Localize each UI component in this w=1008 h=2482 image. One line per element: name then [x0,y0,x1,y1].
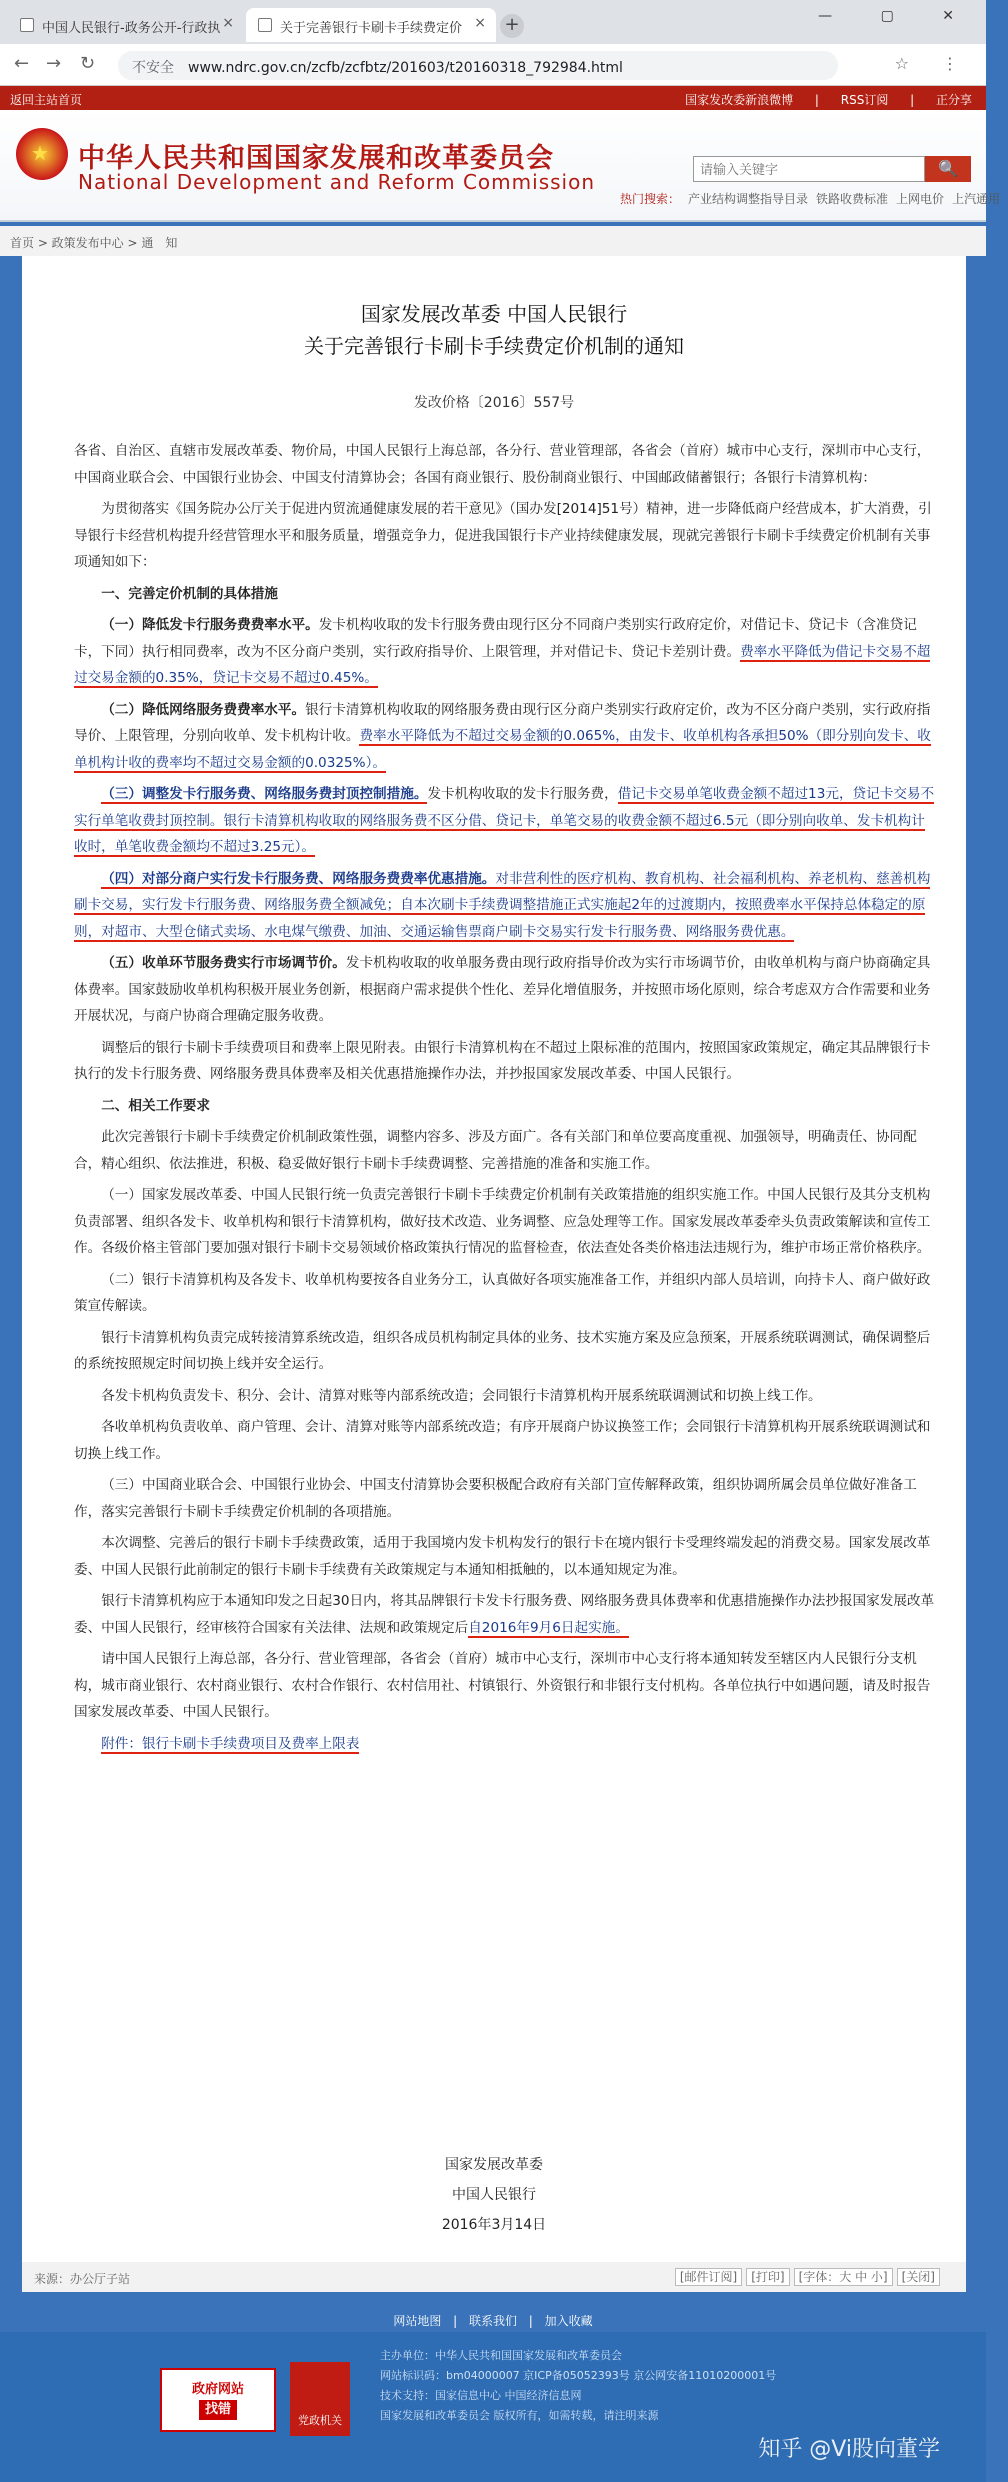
font-size-control[interactable]: [字体：大 中 小] [794,2268,893,2286]
site-title-cn: 中华人民共和国国家发展和改革委员会 [78,143,554,174]
paragraph: 各省、自治区、直辖市发展改革委、物价局，中国人民银行上海总部，各分行、营业管理部，各省会（首府）城市中心支行，深圳市中心支行，中国商业联合会、中国银行业协会、中国支付清算协会；各国有商业银行、股份制商业银行、中国邮政储蓄银行；各银行卡清算机构： [74,443,931,486]
source-bar [22,2262,966,2292]
email-subscribe-button[interactable]: [邮件订阅] [675,2268,742,2286]
site-header [0,110,1001,222]
watermark: 知乎 @Vi股向董学 [758,2437,940,2462]
paragraph: 调整后的银行卡刷卡手续费项目和费率上限见附表。由银行卡清算机构在不超过上限标准的范围内，按照国家政策规定，确定其品牌银行卡执行的发卡行服务费、网络服务费具体费率及相关优惠措施操作办法，并抄报国家发展改革委、中国人民银行。 [74,1039,931,1082]
paragraph: （三）调整发卡行服务费、网络服务费封顶控制措施。发卡机构收取的发卡行服务费，借记卡交易单笔收费金额不超过13元，贷记卡交易不实行单笔收费封顶控制。银行卡清算机构收取的网络服务费不区分借、贷记卡，单笔交易的收费金额不超过6.5元（即分别向收单、发卡机构计收时，单笔收费金额均不超过3.25元）。 [74,786,935,855]
attachment-link[interactable]: 附件：银行卡刷卡手续费项目及费率上限表 [101,1735,360,1752]
paragraph: 为贯彻落实《国务院办公厅关于促进内贸流通健康发展的若干意见》（国办发[2014]51号）精神，进一步降低商户经营成本，扩大消费，引导银行卡经营机构提升经营管理水平和服务质量，增强竞争力，促进我国银行卡产业持续健康发展，现就完善银行卡刷卡手续费定价机制有关事项通知如下： [74,501,932,570]
paragraph: 此次完善银行卡刷卡手续费定价机制政策性强，调整内容多、涉及方面广。各有关部门和单位要高度重视、加强领导，明确责任、协同配合，精心组织、依法推进，积极、稳妥做好银行卡刷卡手续费调整、完善措施的准备和实施工作。 [74,1129,917,1172]
highlight: 对非营利性的医疗机构、教育机构、社会福利机构、养老机构、慈善机构刷卡交易，实行发卡行服务费、网络服务费全额减免； [74,870,931,913]
reload-icon[interactable]: ↻ [80,53,96,74]
paragraph: （五）收单环节服务费实行市场调节价。发卡机构收取的收单服务费由现行政府指导价改为实行市场调节价，由收单机构与商户协商确定具体费率。国家鼓励收单机构积极开展业务创新，根据商户需求提供个性化、差异化增值服务，并按照市场化原则，综合考虑双方合作需要和业务开展状况，与商户协商合理确定服务收费。 [74,955,931,1024]
new-tab-button[interactable]: + [500,14,524,38]
paragraph: （三）中国商业联合会、中国银行业协会、中国支付清算协会要积极配合政府有关部门宣传解释政策，组织协调所属会员单位做好准备工作，落实完善银行卡刷卡手续费定价机制的各项措施。 [74,1477,917,1520]
paragraph: （二）银行卡清算机构及各发卡、收单机构要按各自业务分工，认真做好各项实施准备工作，并组织内部人员培训，向持卡人、商户做好政策宣传解读。 [74,1271,931,1314]
close-icon[interactable]: × [222,15,234,31]
highlight: 银行卡清算机构收取的网络服务费不区分借、贷记卡，单笔交易的收费金额不超过6.5元（即分别向收单、发卡机构计收时，单笔收费金额均不超过3.25元）。 [74,812,925,855]
gov-site-error-badge[interactable]: 政府网站 找错 [160,2368,276,2432]
highlight: 自本次刷卡手续费调整措施正式实施起2年的过渡期内，按照费率水平保持总体稳定的原则，对超市、大型仓储式卖场、水电煤气缴费、加油、交通运输售票商户刷卡交易实行发卡行服务费、网络服务费优惠。 [74,897,926,940]
browser-tab-2[interactable]: 关于完善银行卡刷卡手续费定价 × [246,8,496,42]
paragraph: 请中国人民银行上海总部，各分行、营业管理部，各省会（首府）城市中心支行，深圳市中心支行将本通知转发至辖区内人民银行分支机构，城市商业银行、农村商业银行、农村合作银行、农村信用社、村镇银行、外资银行和非银行支付机构。各单位执行中如遇问题，请及时报告国家发展改革委、中国人民银行。 [74,1651,931,1720]
close-icon[interactable]: × [474,15,486,31]
hot-searches: 热门搜索： 产业结构调整指导目录 铁路收费标准 上网电价 上汽通用 [620,192,1001,206]
source-label: 来源：办公厅子站 [34,2272,131,2286]
toolbar-icons[interactable]: ☆ ⋮ [894,54,972,73]
highlight: 费率水平降低为不超过交易金额的0.065%，由发卡、收单机构各承担50%（即分别向发卡、收单机构计收的费率均不超过交易金额的0.0325%）。 [74,728,931,771]
page-icon [20,18,34,32]
search-button[interactable]: 🔍 [925,156,971,182]
breadcrumb[interactable]: 首页 > 政策发布中心 > 通 知 [0,226,986,256]
forward-icon[interactable]: → [46,53,62,74]
paragraph: 各发卡机构负责发卡、积分、会计、清算对账等内部系统改造；会同银行卡清算机构开展系统联调测试和切换上线工作。 [101,1387,822,1404]
hot-link[interactable]: 产业结构调整指导目录 [688,192,809,206]
paragraph: 本次调整、完善后的银行卡刷卡手续费政策，适用于我国境内发卡机构发行的银行卡在境内银行卡受理终端发起的消费交易。国家发展改革委、中国人民银行此前制定的银行卡刷卡手续费有关政策规定与本通知相抵触的，以本通知规定为准。 [74,1535,931,1578]
url-text: www.ndrc.gov.cn/zcfb/zcfbtz/201603/t20160318_792984.html [188,60,623,76]
page-icon [258,18,272,32]
highlight: 费率水平降低为借记卡交易不超过交易金额的0.35%，贷记卡交易不超过0.45%。 [74,643,931,686]
security-label: 不安全 [132,60,174,76]
browser-toolbar [0,44,986,86]
section-heading: 一、完善定价机制的具体措施 [101,585,278,602]
party-gov-badge[interactable]: 党政机关 [290,2362,350,2436]
hot-link[interactable]: 上网电价 [896,192,945,206]
paragraph: （二）降低网络服务费费率水平。银行卡清算机构收取的网络服务费由现行区分商户类别实行政府定价，改为不区分商户类别，实行政府指导价、上限管理，分别向收单、发卡机构计收。费率水平降低为不超过交易金额的0.065%，由发卡、收单机构各承担50%（即分别向发卡、收单机构计收的费率均不超过交易金额的0.0325%）。 [74,701,931,771]
section-heading: 二、相关工作要求 [101,1097,210,1114]
paragraph: （四）对部分商户实行发卡行服务费、网络服务费费率优惠措施。对非营利性的医疗机构、教育机构、社会福利机构、养老机构、慈善机构刷卡交易，实行发卡行服务费、网络服务费全额减免；自本次刷卡手续费调整措施正式实施起2年的过渡期内，按照费率水平保持总体稳定的原则，对超市、大型仓储式卖场、水电煤气缴费、加油、交通运输售票商户刷卡交易实行发卡行服务费、网络服务费优惠。 [74,870,931,940]
document-number: 发改价格〔2016〕557号 [413,395,575,411]
footer-nav[interactable]: 网站地图 | 联系我们 | 加入收藏 [393,2314,593,2328]
hot-link[interactable]: 上汽通用 [952,192,1001,206]
address-bar[interactable] [118,51,838,80]
paragraph: （一）国家发展改革委、中国人民银行统一负责完善银行卡刷卡手续费定价机制有关政策措施的组织实施工作。中国人民银行及其分支机构负责部署、组织各发卡、收单机构和银行卡清算机构，做好技术改造、业务调整、应急处理等工作。国家发展改革委牵头负责政策解读和宣传工作。各级价格主管部门要加强对银行卡刷卡交易领域价格政策执行情况的监督检查，依法查处各类价格违法违规行为，维护市场正常价格秩序。 [74,1187,931,1256]
document [22,256,966,2262]
highlight: 自2016年9月6日起实施。 [468,1619,629,1636]
page-title: 国家发展改革委 中国人民银行 关于完善银行卡刷卡手续费定价机制的通知 [304,302,684,358]
footer [0,2332,986,2482]
highlight: 借记卡交易单笔收费金额不超过13元，贷记卡交易不实行单笔收费封顶控制。 [74,786,935,829]
signature-block: 国家发展改革委 中国人民银行 2016年3月14日 [441,2157,547,2233]
site-topbar [0,86,986,110]
page-tools [671,2268,940,2285]
search-input[interactable] [693,156,925,182]
paragraph: 银行卡清算机构应于本通知印发之日起30日内，将其品牌银行卡发卡行服务费、网络服务费具体费率和优惠措施操作办法抄报国家发展改革委、中国人民银行，经审核符合国家有关法律、法规和政策规定后自2016年9月6日起实施。 [74,1593,935,1636]
document-body [74,438,936,1762]
window-controls[interactable]: — ▢ ✕ [818,8,976,24]
topbar-links[interactable]: 国家发改委新浪微博 | RSS订阅 | 正分享 [685,93,972,107]
browser-tab-1[interactable]: 中国人民银行-政务公开-行政执 × [8,8,244,42]
home-link[interactable]: 返回主站首页 [10,93,83,107]
back-icon[interactable]: ← [14,53,30,74]
print-button[interactable]: [打印] [746,2268,789,2286]
paragraph: （一）降低发卡行服务费费率水平。发卡机构收取的发卡行服务费由现行区分不同商户类别实行政府定价，对借记卡、贷记卡（含准贷记卡，下同）执行相同费率，改为不区分商户类别，实行政府指导价、上限管理，并对借记卡、贷记卡差别计费。费率水平降低为借记卡交易不超过交易金额的0.35%，贷记卡交易不超过0.45%。 [74,617,931,686]
browser-chrome [0,0,986,86]
footer-info: 主办单位：中华人民共和国国家发展和改革委员会 网站标识码：bm04000007 京ICP备05052393号 京公网安备11010200001号 技术支持：国家信息中心 中国经济信息网 国家发展和改革委员会 版权所有，如需转载，请注明来源 [380,2349,777,2422]
paragraph: 各收单机构负责收单、商户管理、会计、清算对账等内部系统改造；有序开展商户协议换签工作；会同银行卡清算机构开展系统联调测试和切换上线工作。 [74,1419,931,1462]
close-button[interactable]: [关闭] [897,2268,940,2286]
hot-link[interactable]: 铁路收费标准 [816,192,889,206]
national-emblem-icon: ★ [16,128,68,180]
site-title-en: National Development and Reform Commission [78,170,595,194]
paragraph: 银行卡清算机构负责完成转接清算系统改造，组织各成员机构制定具体的业务、技术实施方案及应急预案，开展系统联调测试，确保调整后的系统按照规定时间切换上线并安全运行。 [74,1329,931,1372]
